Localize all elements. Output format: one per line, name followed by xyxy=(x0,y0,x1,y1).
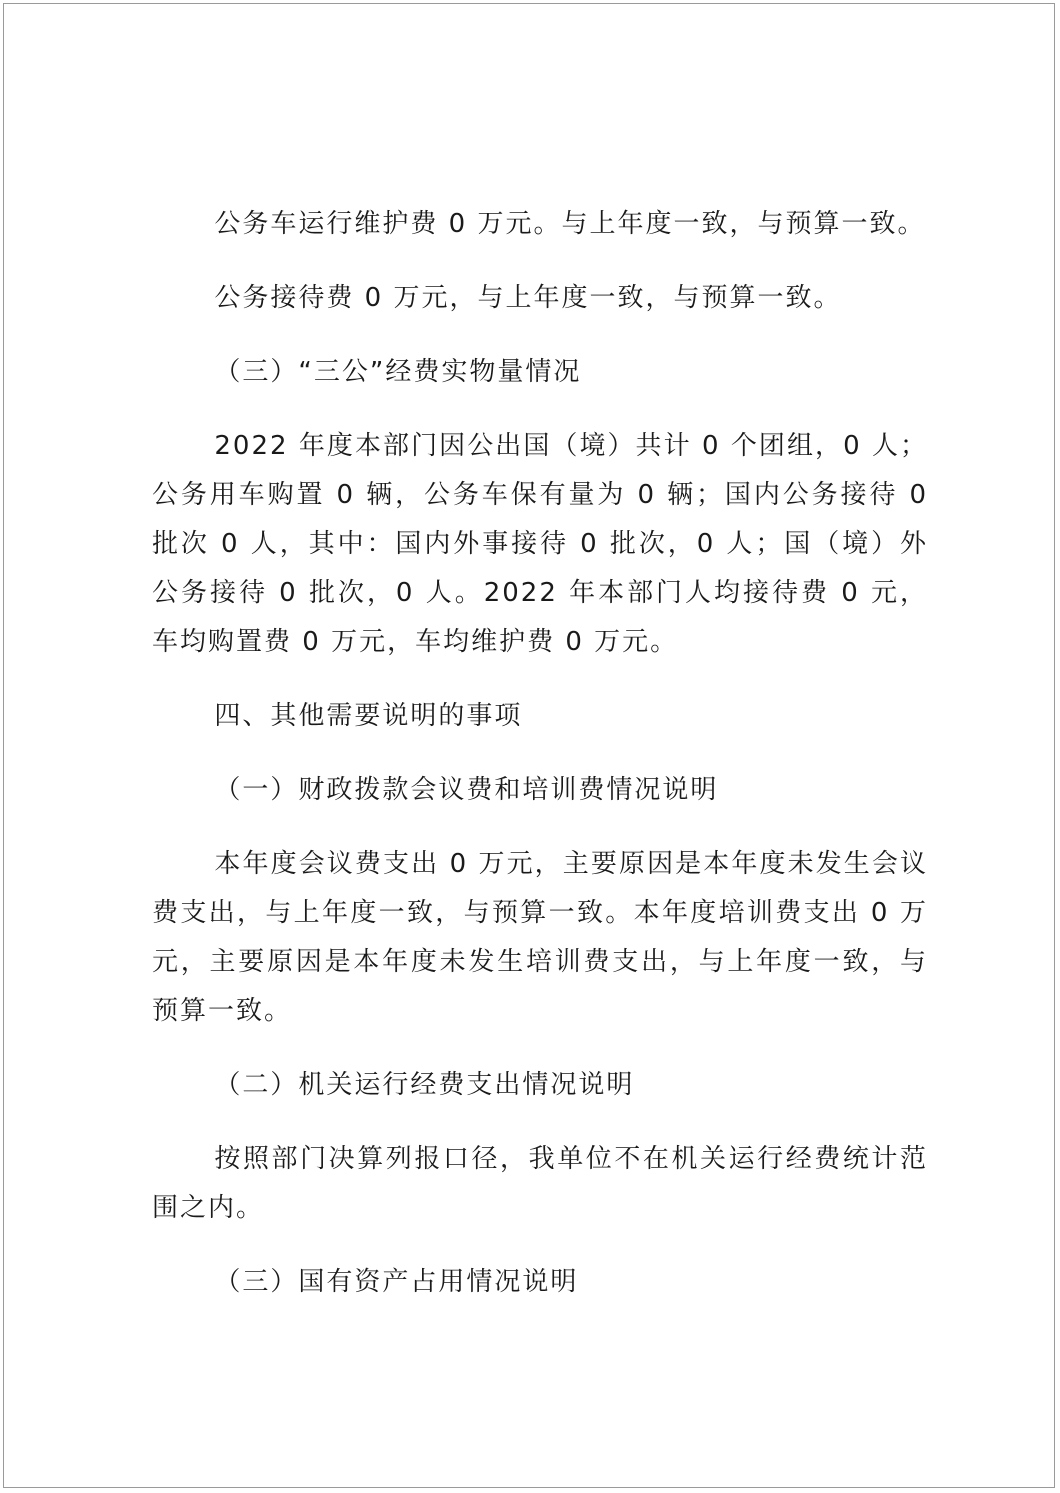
paragraph-reception-fee: 公务接待费 0 万元，与上年度一致，与预算一致。 xyxy=(214,283,842,313)
heading-other-matters: 四、其他需要说明的事项 xyxy=(214,701,523,731)
document-page xyxy=(3,3,1055,1488)
paragraph-vehicle-maintenance: 公务车运行维护费 0 万元。与上年度一致，与预算一致。 xyxy=(214,209,926,239)
heading-operating-expenses: （二）机关运行经费支出情况说明 xyxy=(214,1070,635,1100)
paragraph-meeting-training: 本年度会议费支出 0 万元，主要原因是本年度未发生会议费支出，与上年度一致，与预算一致。本年度培训费支出 0 万元，主要原因是本年度未发生培训费支出，与上年度一致，与预算一致。 xyxy=(152,849,928,1026)
document-body xyxy=(152,200,928,1307)
heading-three-public-quantity: （三）“三公”经费实物量情况 xyxy=(214,357,582,387)
paragraph-quantity-details: 2022 年度本部门因公出国（境）共计 0 个团组，0 人；公务用车购置 0 辆，公务车保有量为 0 辆；国内公务接待 0 批次 0 人，其中：国内外事接待 0 批次，0 人；国（境）外公务接待 0 批次，0 人。2022 年本部门人均接待费 0 元，车均购置费 0 万元，车均维护费 0 万元。 xyxy=(152,431,928,657)
paragraph-operating-expenses: 按照部门决算列报口径，我单位不在机关运行经费统计范围之内。 xyxy=(152,1144,928,1223)
heading-meeting-training: （一）财政拨款会议费和培训费情况说明 xyxy=(214,775,719,805)
heading-state-assets: （三）国有资产占用情况说明 xyxy=(214,1267,579,1297)
